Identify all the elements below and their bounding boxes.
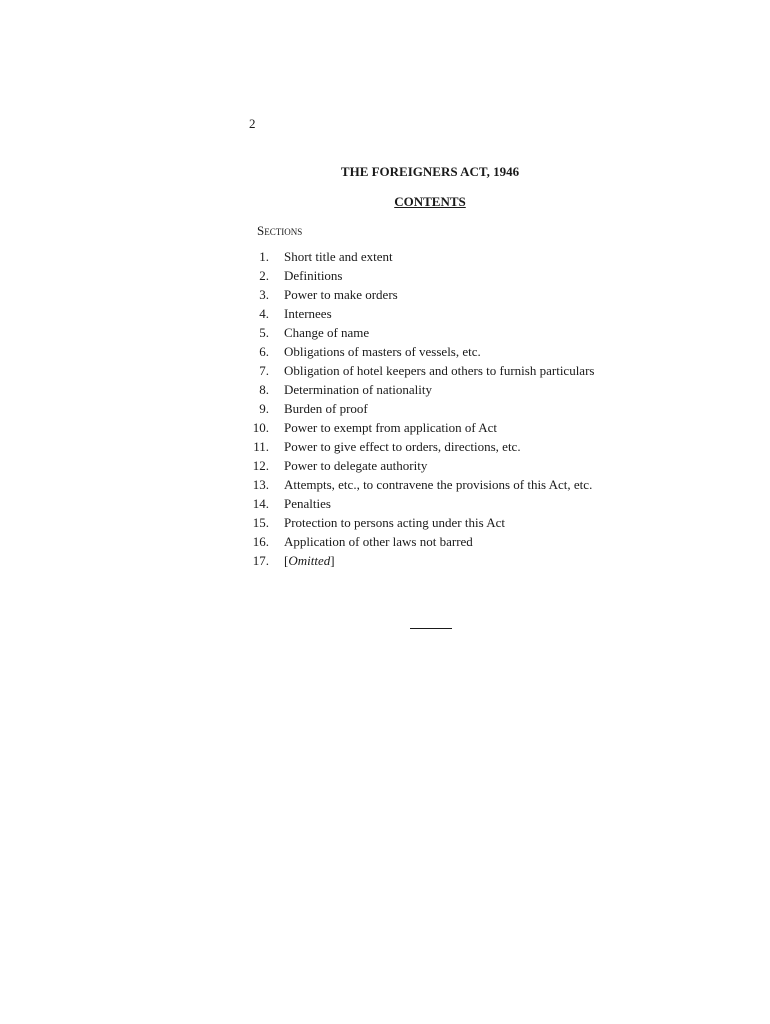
section-number: 12. [252, 458, 269, 473]
table-of-contents [245, 249, 605, 572]
toc-item [245, 496, 605, 513]
section-number: 10. [252, 420, 269, 435]
section-number: 15. [252, 515, 269, 530]
section-title: Application of other laws not barred [284, 534, 473, 549]
document-title: THE FOREIGNERS ACT, 1946 [340, 164, 520, 179]
end-divider [410, 628, 452, 629]
section-number: 4. [259, 306, 269, 321]
toc-item [245, 439, 605, 456]
section-title: Short title and extent [284, 249, 393, 264]
section-title: Burden of proof [284, 401, 368, 416]
section-title: Obligation of hotel keepers and others to furnish particulars [284, 363, 595, 378]
section-title: Internees [284, 306, 332, 321]
toc-item [245, 382, 605, 399]
toc-item [245, 249, 605, 266]
section-number: 7. [259, 363, 269, 378]
section-title: Power to delegate authority [284, 458, 428, 473]
section-number: 2. [259, 268, 269, 283]
toc-item [245, 477, 605, 494]
toc-item [245, 268, 605, 285]
toc-item [245, 287, 605, 304]
section-title: Change of name [284, 325, 370, 340]
section-title: Power to give effect to orders, directions, etc. [284, 439, 521, 454]
section-number: 11. [253, 439, 269, 454]
section-number: 16. [252, 534, 269, 549]
section-number: 5. [259, 325, 269, 340]
toc-item [245, 458, 605, 475]
toc-item [245, 420, 605, 437]
section-number: 1. [259, 249, 269, 264]
section-title: Penalties [284, 496, 331, 511]
contents-heading: CONTENTS [394, 194, 466, 209]
toc-item [245, 306, 605, 323]
section-title: Protection to persons acting under this Act [284, 515, 505, 530]
section-title: Obligations of masters of vessels, etc. [284, 344, 481, 359]
section-title: Determination of nationality [284, 382, 433, 397]
bracket-open: [ [284, 553, 289, 568]
toc-item [245, 401, 605, 418]
section-title: Attempts, etc., to contravene the provisions of this Act, etc. [284, 477, 593, 492]
bracket-close: ] [330, 553, 335, 568]
toc-item [245, 553, 605, 570]
toc-item [245, 534, 605, 551]
section-number: 17. [252, 553, 269, 568]
toc-item [245, 344, 605, 361]
toc-item [245, 325, 605, 342]
section-number: 6. [259, 344, 269, 359]
toc-item [245, 515, 605, 532]
page-number: 2 [249, 116, 256, 131]
sections-label: Sections [257, 223, 303, 238]
section-number: 13. [252, 477, 269, 492]
section-title [284, 553, 605, 570]
section-number: 9. [259, 401, 269, 416]
section-title: Definitions [284, 268, 343, 283]
section-number: 14. [252, 496, 269, 511]
toc-item [245, 363, 605, 380]
section-title: Power to make orders [284, 287, 398, 302]
section-number: 8. [259, 382, 269, 397]
section-number: 3. [259, 287, 269, 302]
section-title: Power to exempt from application of Act [284, 420, 498, 435]
omitted-label: Omitted [288, 553, 331, 568]
